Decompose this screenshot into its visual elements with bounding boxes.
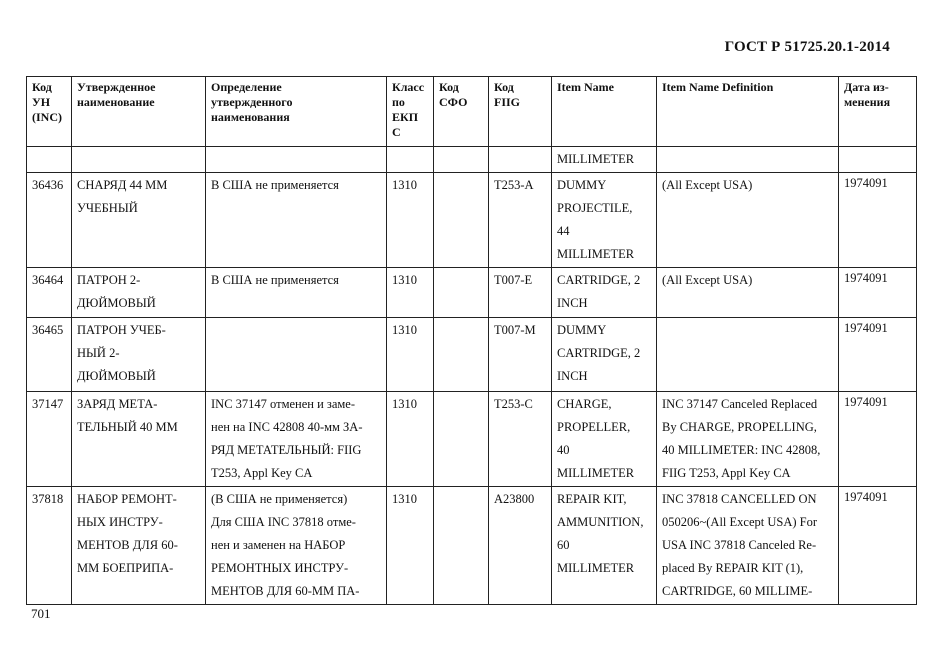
cell-line: ПАТРОН 2- bbox=[77, 273, 141, 287]
cell-cls bbox=[387, 147, 434, 173]
cell-line: MILLIMETER bbox=[557, 152, 635, 166]
column-header-line: Класс bbox=[392, 80, 425, 94]
cell-date: 1974091 bbox=[839, 268, 917, 318]
cell-fiig: A23800 bbox=[489, 487, 552, 605]
cell-line: РЕМОНТНЫХ ИНСТРУ- bbox=[211, 561, 349, 575]
cell-idef bbox=[657, 268, 839, 318]
cell-line: 40 MILLIMETER: INC 42808, bbox=[662, 443, 821, 457]
column-header-line: Item Name Definition bbox=[662, 80, 774, 94]
cell-line: REPAIR KIT, bbox=[557, 492, 627, 506]
cell-line: CARTRIDGE, 2 bbox=[557, 273, 641, 287]
cell-idef bbox=[657, 487, 839, 605]
cell-inc bbox=[27, 147, 72, 173]
cell-item bbox=[552, 392, 657, 487]
column-header bbox=[206, 77, 387, 147]
cell-cls: 1310 bbox=[387, 268, 434, 318]
column-header bbox=[839, 77, 917, 147]
column-header-line: наименование bbox=[77, 95, 155, 109]
cell-inc: 37147 bbox=[27, 392, 72, 487]
cell-item bbox=[552, 487, 657, 605]
column-header-line: по bbox=[392, 95, 405, 109]
column-header-line: Код bbox=[32, 80, 52, 94]
cell-line: нен и заменен на НАБОР bbox=[211, 538, 346, 552]
cell-name bbox=[72, 318, 206, 392]
cell-line: By CHARGE, PROPELLING, bbox=[662, 420, 817, 434]
cell-line: INCH bbox=[557, 369, 588, 383]
cell-def bbox=[206, 147, 387, 173]
cell-sfo bbox=[434, 318, 489, 392]
cell-line: PROJECTILE, bbox=[557, 201, 633, 215]
page-number: 701 bbox=[31, 606, 51, 621]
cell-def bbox=[206, 392, 387, 487]
cell-idef bbox=[657, 173, 839, 268]
cell-def bbox=[206, 318, 387, 392]
cell-date: 1974091 bbox=[839, 487, 917, 605]
cell-line: НАБОР РЕМОНТ- bbox=[77, 492, 177, 506]
column-header bbox=[657, 77, 839, 147]
cell-inc: 36465 bbox=[27, 318, 72, 392]
column-header-line: Код bbox=[439, 80, 459, 94]
table-header-row bbox=[27, 77, 917, 147]
table-row bbox=[27, 147, 917, 173]
column-header-line: Определение bbox=[211, 80, 282, 94]
table-row bbox=[27, 268, 917, 318]
cell-name bbox=[72, 392, 206, 487]
cell-cls: 1310 bbox=[387, 487, 434, 605]
cell-cls: 1310 bbox=[387, 173, 434, 268]
cell-fiig: T007-M bbox=[489, 318, 552, 392]
cell-line: В США не применяется bbox=[211, 273, 339, 287]
cell-line: DUMMY bbox=[557, 323, 607, 337]
cell-def bbox=[206, 268, 387, 318]
column-header-line: Код bbox=[494, 80, 514, 94]
cell-line: ДЮЙМОВЫЙ bbox=[77, 296, 156, 310]
column-header bbox=[434, 77, 489, 147]
cell-item bbox=[552, 268, 657, 318]
table-row bbox=[27, 487, 917, 605]
cell-line: МЕНТОВ ДЛЯ 60- bbox=[77, 538, 178, 552]
column-header bbox=[489, 77, 552, 147]
cell-name bbox=[72, 487, 206, 605]
cell-line: INC 37818 CANCELLED ON bbox=[662, 492, 817, 506]
cell-sfo bbox=[434, 173, 489, 268]
cell-sfo bbox=[434, 392, 489, 487]
cell-line: FIIG T253, Appl Key CA bbox=[662, 466, 791, 480]
column-header-line: (INC) bbox=[32, 110, 62, 124]
document-code: ГОСТ Р 51725.20.1-2014 bbox=[724, 39, 890, 55]
cell-line: 60 bbox=[557, 538, 570, 552]
cell-def bbox=[206, 173, 387, 268]
cell-cls: 1310 bbox=[387, 318, 434, 392]
cell-line: INC 37147 Canceled Replaced bbox=[662, 397, 818, 411]
cell-cls: 1310 bbox=[387, 392, 434, 487]
cell-date: 1974091 bbox=[839, 318, 917, 392]
cell-line: USA INC 37818 Canceled Re- bbox=[662, 538, 817, 552]
cell-idef bbox=[657, 147, 839, 173]
cell-inc: 36464 bbox=[27, 268, 72, 318]
column-header bbox=[72, 77, 206, 147]
cell-line: CARTRIDGE, 60 MILLIME- bbox=[662, 584, 813, 598]
cell-line: В США не применяется bbox=[211, 178, 339, 192]
column-header-line: ЕКП bbox=[392, 110, 419, 124]
items-table bbox=[26, 76, 917, 605]
cell-line: MILLIMETER bbox=[557, 247, 635, 261]
cell-line: DUMMY bbox=[557, 178, 607, 192]
column-header-line: Утвержденное bbox=[77, 80, 156, 94]
cell-line: placed By REPAIR KIT (1), bbox=[662, 561, 804, 575]
cell-line: MILLIMETER bbox=[557, 466, 635, 480]
cell-line: MILLIMETER bbox=[557, 561, 635, 575]
column-header bbox=[387, 77, 434, 147]
cell-line: НЫЙ 2- bbox=[77, 346, 120, 360]
cell-line: 050206~(All Except USA) For bbox=[662, 515, 818, 529]
column-header-line: наименования bbox=[211, 110, 290, 124]
cell-line: 44 bbox=[557, 224, 570, 238]
cell-line: INCH bbox=[557, 296, 588, 310]
cell-fiig: T253-C bbox=[489, 392, 552, 487]
cell-inc: 37818 bbox=[27, 487, 72, 605]
column-header-line: утвержденного bbox=[211, 95, 293, 109]
cell-line: ДЮЙМОВЫЙ bbox=[77, 369, 156, 383]
table-row bbox=[27, 318, 917, 392]
table-row bbox=[27, 173, 917, 268]
cell-item bbox=[552, 147, 657, 173]
cell-date bbox=[839, 147, 917, 173]
cell-line: ММ БОЕПРИПА- bbox=[77, 561, 174, 575]
cell-item bbox=[552, 173, 657, 268]
cell-line: (All Except USA) bbox=[662, 178, 753, 192]
cell-line: ЗАРЯД МЕТА- bbox=[77, 397, 158, 411]
cell-line: СНАРЯД 44 ММ bbox=[77, 178, 168, 192]
cell-date: 1974091 bbox=[839, 173, 917, 268]
cell-line: CHARGE, bbox=[557, 397, 612, 411]
cell-line: (All Except USA) bbox=[662, 273, 753, 287]
cell-fiig bbox=[489, 147, 552, 173]
cell-line: PROPELLER, bbox=[557, 420, 631, 434]
cell-line: ПАТРОН УЧЕБ- bbox=[77, 323, 166, 337]
column-header-line: FIIG bbox=[494, 95, 521, 109]
cell-idef bbox=[657, 392, 839, 487]
cell-idef bbox=[657, 318, 839, 392]
cell-line: РЯД МЕТАТЕЛЬНЫЙ: FIIG bbox=[211, 443, 362, 457]
column-header-line: Дата из- bbox=[844, 80, 889, 94]
cell-name bbox=[72, 268, 206, 318]
column-header-line: СФО bbox=[439, 95, 468, 109]
column-header-line: УН bbox=[32, 95, 51, 109]
cell-name bbox=[72, 147, 206, 173]
cell-line: T253, Appl Key CA bbox=[211, 466, 313, 480]
cell-fiig: T253-A bbox=[489, 173, 552, 268]
cell-line: 40 bbox=[557, 443, 570, 457]
cell-line: УЧЕБНЫЙ bbox=[77, 201, 138, 215]
cell-line: ТЕЛЬНЫЙ 40 ММ bbox=[77, 420, 178, 434]
cell-line: Для США INC 37818 отме- bbox=[211, 515, 356, 529]
cell-line: (В США не применяется) bbox=[211, 492, 348, 506]
cell-line: нен на INC 42808 40-мм ЗА- bbox=[211, 420, 363, 434]
cell-line: МЕНТОВ ДЛЯ 60-ММ ПА- bbox=[211, 584, 360, 598]
table-row bbox=[27, 392, 917, 487]
cell-sfo bbox=[434, 268, 489, 318]
column-header bbox=[27, 77, 72, 147]
cell-line: НЫХ ИНСТРУ- bbox=[77, 515, 163, 529]
column-header-line: менения bbox=[844, 95, 891, 109]
cell-date: 1974091 bbox=[839, 392, 917, 487]
cell-fiig: T007-E bbox=[489, 268, 552, 318]
cell-def bbox=[206, 487, 387, 605]
column-header bbox=[552, 77, 657, 147]
cell-sfo bbox=[434, 487, 489, 605]
column-header-line: Item Name bbox=[557, 80, 614, 94]
cell-line: AMMUNITION, bbox=[557, 515, 644, 529]
cell-item bbox=[552, 318, 657, 392]
cell-inc: 36436 bbox=[27, 173, 72, 268]
cell-name bbox=[72, 173, 206, 268]
column-header-line: С bbox=[392, 125, 401, 139]
cell-line: INC 37147 отменен и заме- bbox=[211, 397, 356, 411]
cell-sfo bbox=[434, 147, 489, 173]
cell-line: CARTRIDGE, 2 bbox=[557, 346, 641, 360]
